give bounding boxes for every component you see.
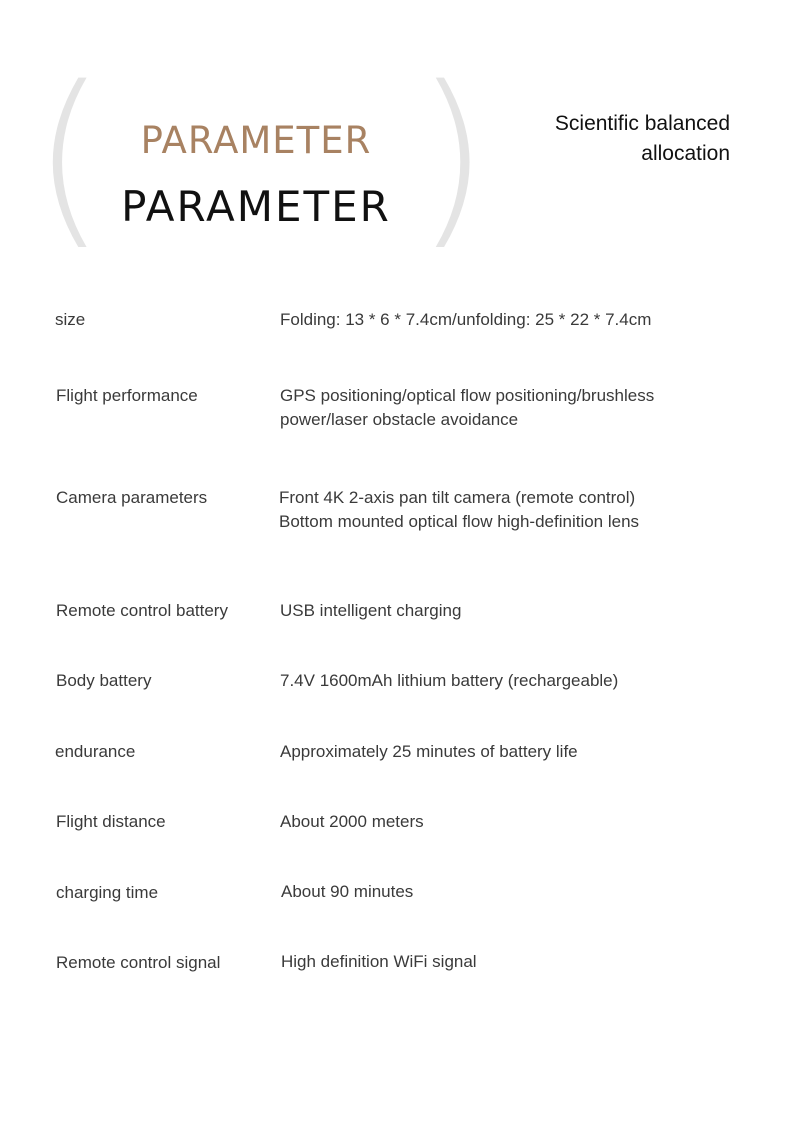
param-value-line: About 90 minutes xyxy=(281,882,414,901)
param-value xyxy=(280,810,740,834)
param-label: Camera parameters xyxy=(56,488,208,507)
param-value-line: Approximately 25 minutes of battery life xyxy=(280,742,578,761)
param-value xyxy=(281,880,741,904)
param-label: endurance xyxy=(55,742,136,761)
param-value-line: GPS positioning/optical flow positioning/brushless xyxy=(280,386,655,405)
param-label: Flight distance xyxy=(56,812,166,831)
param-value-line: Front 4K 2-axis pan tilt camera (remote control) xyxy=(279,488,636,507)
param-value-line: Bottom mounted optical flow high-definition lens xyxy=(279,512,640,531)
param-value-line: power/laser obstacle avoidance xyxy=(280,410,519,429)
param-value xyxy=(280,669,740,693)
param-value xyxy=(279,486,739,534)
param-value-line: Folding: 13 * 6 * 7.4cm/unfolding: 25 * 22 * 7.4cm xyxy=(280,310,652,329)
param-value xyxy=(280,384,740,432)
page-title: PARAMETER xyxy=(121,182,391,231)
param-label: Remote control signal xyxy=(56,953,221,972)
param-value-line: USB intelligent charging xyxy=(280,601,462,620)
param-label: Remote control battery xyxy=(56,601,228,620)
param-value xyxy=(280,740,740,764)
param-label: Flight performance xyxy=(56,386,198,405)
right-parenthesis-decoration: ) xyxy=(415,46,490,267)
param-label: size xyxy=(55,310,86,329)
param-value xyxy=(280,308,740,332)
param-value-line: 7.4V 1600mAh lithium battery (rechargeable) xyxy=(280,671,619,690)
param-value-line: High definition WiFi signal xyxy=(281,952,477,971)
param-value xyxy=(280,599,740,623)
param-value-line: About 2000 meters xyxy=(280,812,424,831)
left-parenthesis-decoration: ( xyxy=(32,46,107,267)
param-label: Body battery xyxy=(56,671,152,690)
tagline-line-2: allocation xyxy=(641,142,730,165)
tagline-line-1: Scientific balanced xyxy=(554,112,730,135)
param-value xyxy=(281,950,741,974)
title-accent: PARAMETER xyxy=(140,119,372,162)
param-label: charging time xyxy=(56,883,159,902)
